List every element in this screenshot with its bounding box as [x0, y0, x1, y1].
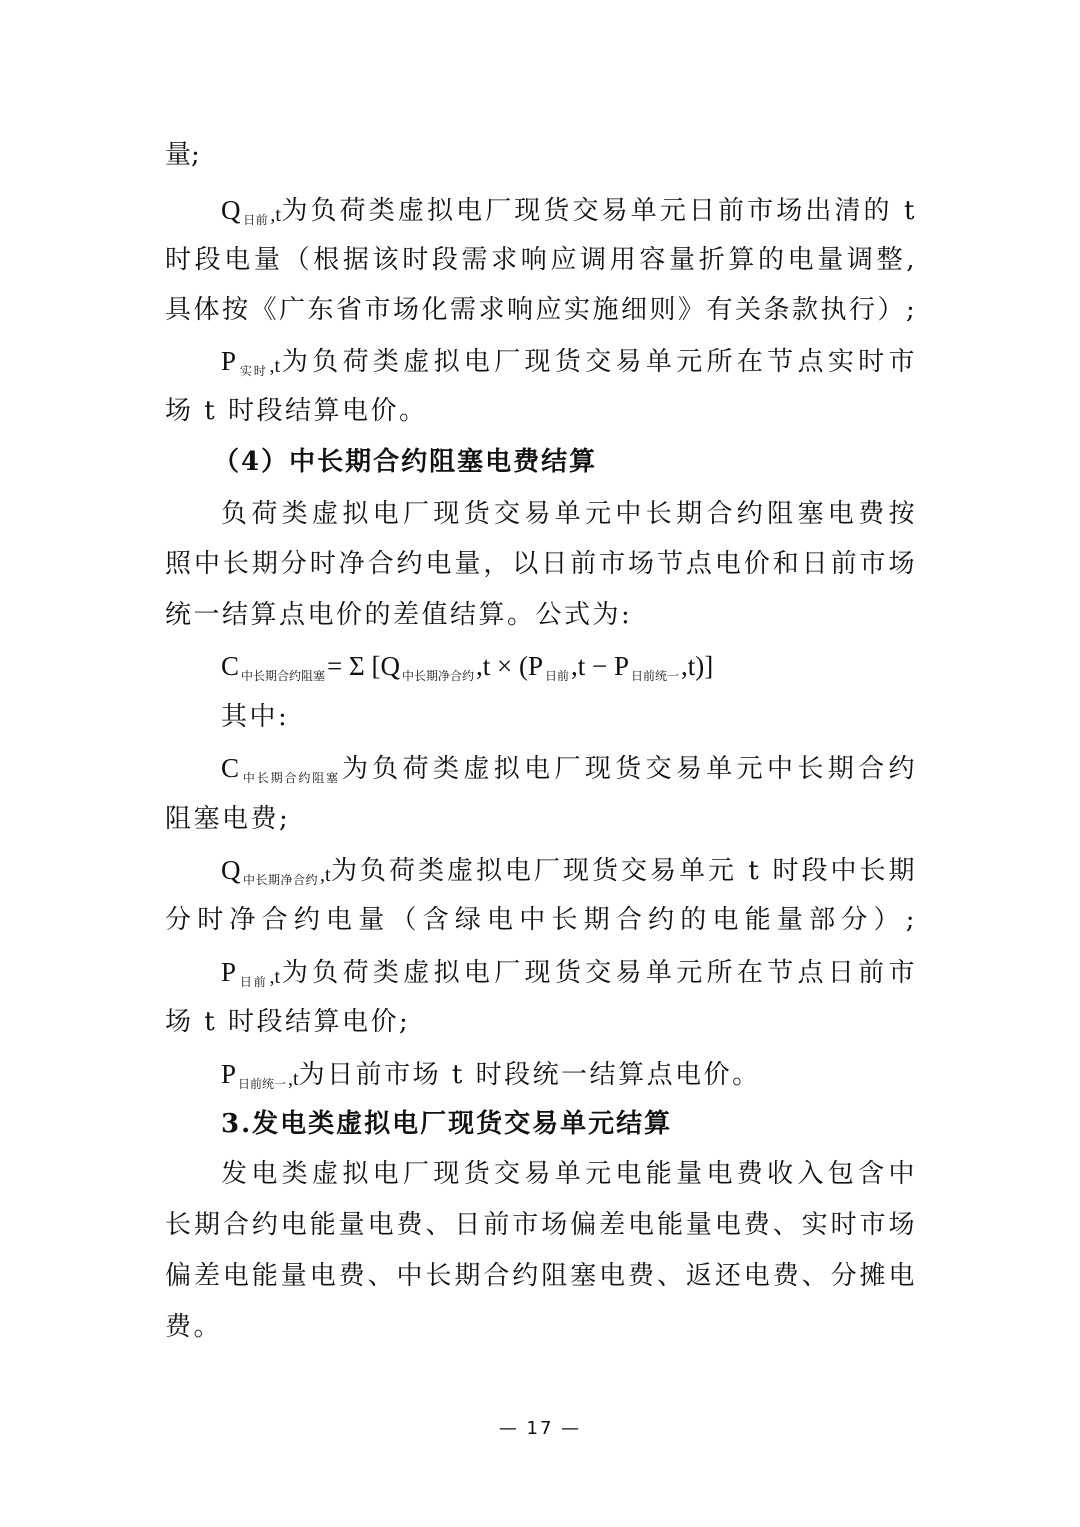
definition-text: 为负荷类虚拟电厂现货交易单元所在节点实时市: [280, 347, 917, 377]
formula-p2-tail: ,t)]: [681, 651, 714, 681]
formula-p1-sub: 日前: [545, 669, 570, 683]
formula-c-sub: 中长期合约阻塞: [241, 669, 326, 683]
section-heading: 3.发电类虚拟电厂现货交易单元结算: [221, 1109, 673, 1139]
paragraph-line: 分时净合约电量（含绿电中长期合约的电能量部分）;: [165, 905, 917, 935]
formula-p1: P: [527, 651, 543, 681]
paragraph-line: 发电类虚拟电厂现货交易单元电能量电费收入包含中: [221, 1159, 917, 1189]
formula: [221, 646, 917, 691]
paragraph-line: 照中长期分时净合约电量，以日前市场节点电价和日前市场: [165, 549, 917, 579]
formula-p2-sub: 日前统一: [631, 669, 680, 683]
paragraph-line: 长期合约电能量电费、日前市场偏差电能量电费、实时市场: [165, 1210, 917, 1240]
formula-c: C: [221, 651, 240, 681]
formula-sum: = Σ [: [327, 651, 381, 681]
var-subscript: 日前统一: [238, 1077, 287, 1091]
paragraph-line: 负荷类虚拟电厂现货交易单元中长期合约阻塞电费按: [221, 499, 917, 529]
formula-q: Q: [380, 651, 400, 681]
paragraph-line: 偏差电能量电费、中长期合约阻塞电费、返还电费、分摊电: [165, 1261, 917, 1291]
var-symbol: P: [221, 1059, 237, 1089]
definition-c-block: [221, 748, 917, 793]
paragraph-line: 场 t 时段结算电价;: [165, 1007, 411, 1037]
var-symbol: P: [221, 346, 237, 376]
formula-q-tail: ,t × (: [475, 651, 528, 681]
var-index: ,t: [288, 1068, 299, 1090]
formula-q-sub: 中长期净合约: [401, 669, 474, 683]
formula-p2: P: [614, 651, 630, 681]
paragraph-line: 统一结算点电价的差值结算。公式为:: [165, 600, 633, 630]
definition-p-unified: [221, 1054, 917, 1099]
paragraph-line: 量;: [165, 140, 200, 170]
paragraph-line: 场 t 时段结算电价。: [165, 396, 428, 426]
var-subscript: 中长期合约阻塞: [241, 771, 340, 785]
definition-q-midlong: [221, 850, 917, 895]
definition-q-dayahead: [221, 190, 917, 235]
section-heading: （4）中长期合约阻塞电费结算: [213, 447, 598, 477]
var-index: ,t: [270, 204, 281, 226]
var-index: ,t: [269, 355, 281, 377]
definition-p-dayahead: [221, 952, 917, 997]
definition-text: 为负荷类虚拟电厂现货交易单元日前市场出清的 t: [280, 196, 917, 226]
paragraph-line: 具体按《广东省市场化需求响应实施细则》有关条款执行）;: [165, 295, 917, 325]
formula-p1-tail: ,t −: [571, 651, 614, 681]
var-subscript: 中长期净合约: [242, 873, 318, 887]
definition-text: 为日前市场 t 时段统一结算点电价。: [298, 1060, 761, 1090]
var-subscript: 实时: [238, 364, 268, 378]
var-subscript: 日前: [238, 975, 268, 989]
var-index: ,t: [320, 864, 331, 886]
definition-text: 为负荷类虚拟电厂现货交易单元中长期合约: [341, 754, 917, 784]
definition-p-realtime: [221, 341, 917, 386]
var-symbol: P: [221, 957, 237, 987]
var-symbol: Q: [221, 855, 241, 885]
var-index: ,t: [269, 966, 281, 988]
page-number: — 17 —: [498, 1418, 582, 1439]
var-symbol: Q: [221, 195, 241, 225]
definition-text: 为负荷类虚拟电厂现货交易单元 t 时段中长期: [330, 856, 917, 886]
var-subscript: 日前: [242, 213, 269, 227]
paragraph-line: 其中:: [221, 702, 290, 732]
paragraph-line: 费。: [165, 1312, 223, 1342]
paragraph-line: 阻塞电费;: [165, 804, 291, 834]
paragraph-line: 时段电量（根据该时段需求响应调用容量折算的电量调整,: [165, 245, 917, 275]
var-symbol: C: [221, 753, 240, 783]
definition-text: 为负荷类虚拟电厂现货交易单元所在节点日前市: [280, 958, 917, 988]
